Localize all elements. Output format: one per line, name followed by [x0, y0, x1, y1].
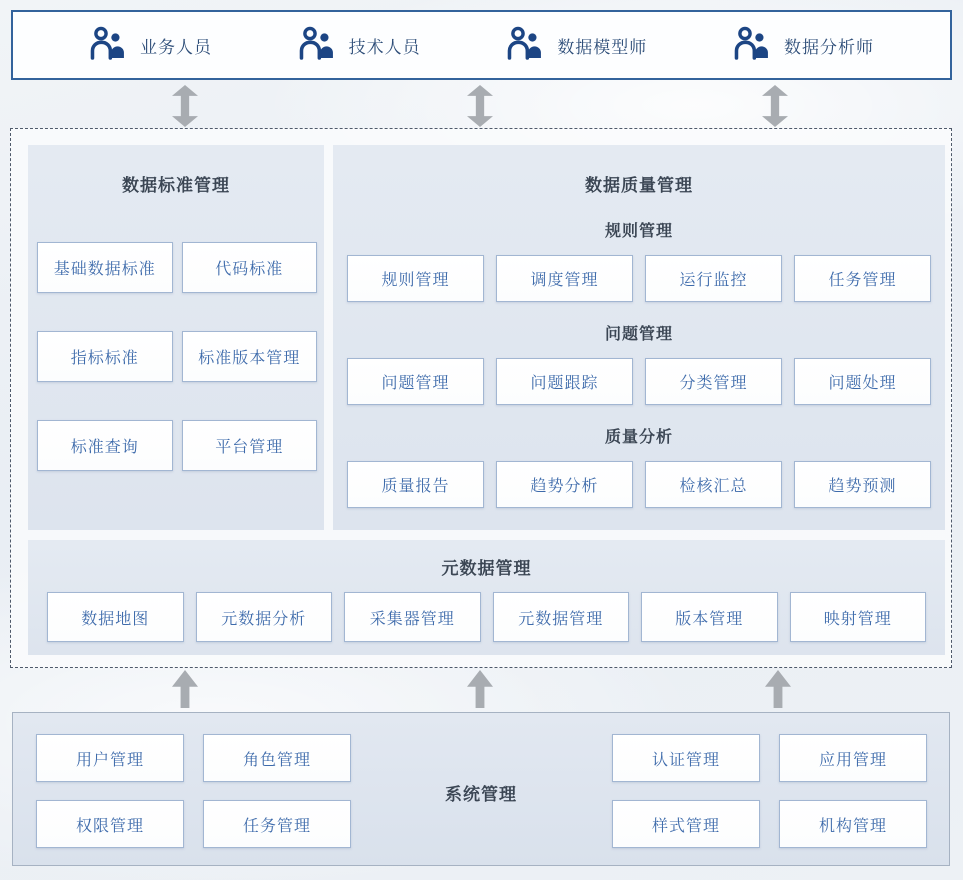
module-button[interactable]: 质量报告	[347, 461, 484, 508]
panel-title: 系统管理	[445, 785, 517, 804]
up-arrow-icon	[467, 670, 493, 708]
module-button[interactable]: 元数据管理	[493, 592, 630, 642]
role-business-user	[89, 26, 212, 65]
panel-data-standard-management	[28, 145, 324, 530]
panel-title: 元数据管理	[441, 559, 532, 578]
module-button[interactable]: 标准版本管理	[182, 331, 318, 382]
section-header-rule-management: 规则管理	[604, 223, 673, 240]
module-button[interactable]: 标准查询	[37, 420, 173, 471]
module-button[interactable]: 问题跟踪	[496, 358, 633, 405]
analysis-buttons-row	[347, 461, 931, 508]
module-button[interactable]: 认证管理	[612, 734, 760, 782]
two-people-icon	[733, 26, 770, 65]
panel-metadata-management	[28, 540, 945, 655]
issue-buttons-row	[347, 358, 931, 405]
panel-title: 数据标准管理	[122, 176, 230, 195]
panel-system-management	[12, 712, 950, 866]
role-label: 技术人员	[348, 37, 421, 57]
role-data-analyst	[733, 26, 874, 65]
module-button[interactable]: 版本管理	[641, 592, 778, 642]
system-right-buttons	[612, 734, 927, 848]
module-button[interactable]: 运行监控	[645, 255, 782, 302]
module-button[interactable]: 角色管理	[203, 734, 351, 782]
up-arrow-icon	[765, 670, 791, 708]
role-technical-user	[298, 26, 421, 65]
double-arrow-icon	[172, 85, 198, 127]
module-button[interactable]: 样式管理	[612, 800, 760, 848]
module-button[interactable]: 数据地图	[47, 592, 184, 642]
module-button[interactable]: 用户管理	[36, 734, 184, 782]
user-roles-bar	[11, 10, 952, 80]
section-header-issue-management: 问题管理	[604, 326, 673, 343]
section-header-quality-analysis: 质量分析	[604, 429, 673, 446]
module-button[interactable]: 基础数据标准	[37, 242, 173, 293]
module-button[interactable]: 问题管理	[347, 358, 484, 405]
double-arrow-icon	[762, 85, 788, 127]
role-label: 业务人员	[140, 37, 212, 57]
module-button[interactable]: 趋势预测	[794, 461, 931, 508]
module-button[interactable]: 应用管理	[779, 734, 927, 782]
panel-data-quality-management	[333, 145, 945, 530]
module-button[interactable]: 采集器管理	[344, 592, 481, 642]
double-arrow-icon	[467, 85, 493, 127]
panel-title: 数据质量管理	[585, 176, 693, 195]
module-button[interactable]: 调度管理	[496, 255, 633, 302]
module-button[interactable]: 映射管理	[790, 592, 927, 642]
module-button[interactable]: 指标标准	[37, 331, 173, 382]
up-arrow-icon	[172, 670, 198, 708]
two-people-icon	[89, 26, 126, 65]
module-button[interactable]: 规则管理	[347, 255, 484, 302]
module-button[interactable]: 任务管理	[203, 800, 351, 848]
module-button[interactable]: 趋势分析	[496, 461, 633, 508]
role-data-modeler	[506, 26, 647, 65]
module-button[interactable]: 平台管理	[182, 420, 318, 471]
module-button[interactable]: 元数据分析	[196, 592, 333, 642]
module-button[interactable]: 权限管理	[36, 800, 184, 848]
module-button[interactable]: 问题处理	[794, 358, 931, 405]
module-button[interactable]: 检核汇总	[645, 461, 782, 508]
module-button[interactable]: 机构管理	[779, 800, 927, 848]
role-label: 数据分析师	[783, 37, 874, 57]
role-label: 数据模型师	[557, 37, 648, 57]
metadata-buttons-row	[47, 592, 926, 642]
two-people-icon	[298, 26, 335, 65]
module-button[interactable]: 任务管理	[794, 255, 931, 302]
standard-buttons-grid	[37, 242, 317, 471]
module-button[interactable]: 分类管理	[645, 358, 782, 405]
two-people-icon	[506, 26, 543, 65]
module-button[interactable]: 代码标准	[182, 242, 318, 293]
rule-buttons-row	[347, 255, 931, 302]
